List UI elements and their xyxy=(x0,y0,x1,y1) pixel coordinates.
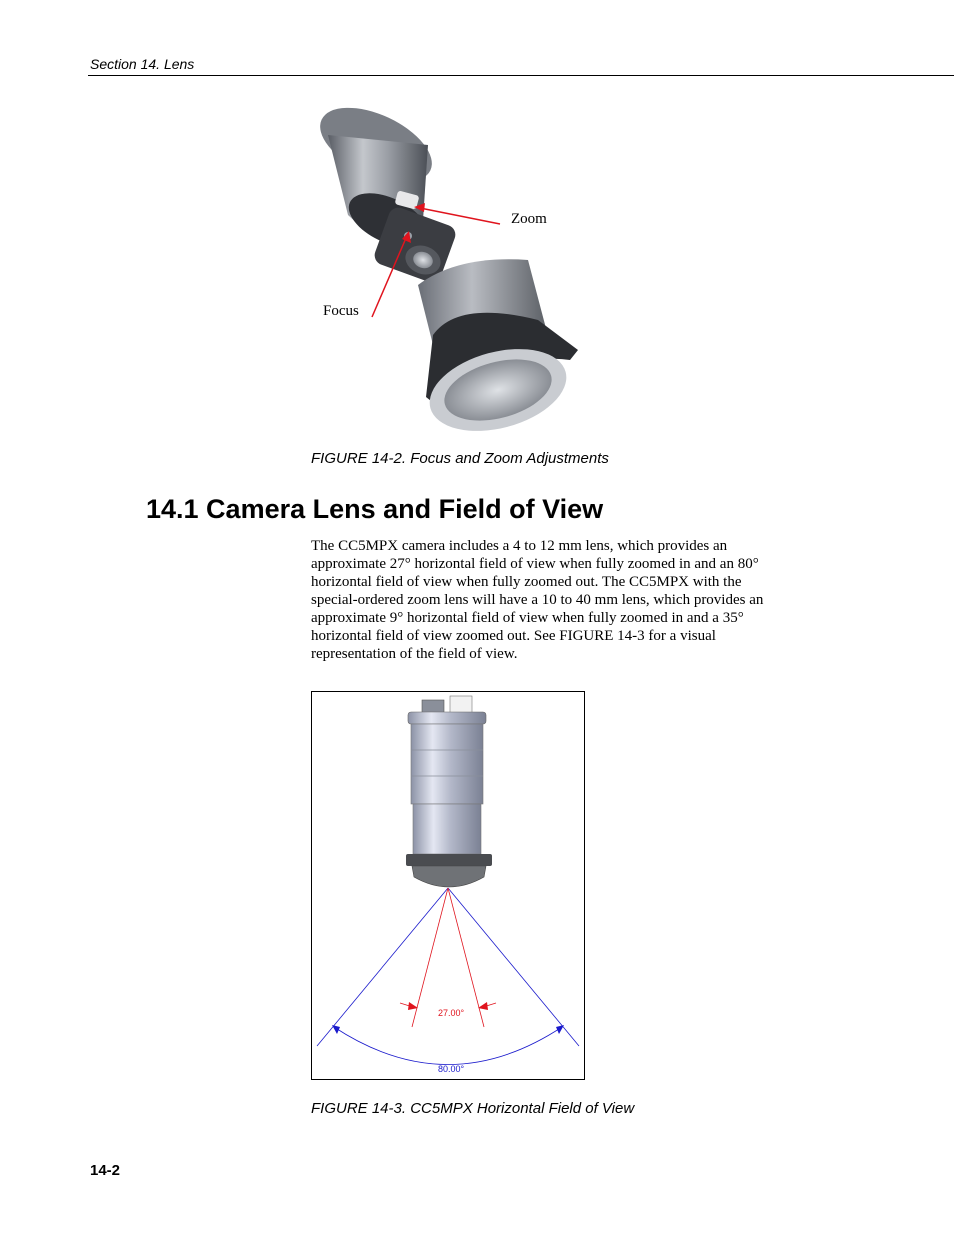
narrow-angle-label: 27.00° xyxy=(438,1008,465,1018)
focus-label: Focus xyxy=(323,303,359,319)
running-head: Section 14. Lens xyxy=(90,56,195,72)
wide-fov-line-right xyxy=(448,888,579,1046)
field-of-view-diagram xyxy=(312,692,584,1079)
wide-fov-line-left xyxy=(317,888,448,1046)
body-line: special-ordered zoom lens will have a 10 to 40 mm lens, which provides an xyxy=(311,592,764,608)
figure-14-3-diagram xyxy=(311,691,585,1080)
body-line: representation of the field of view. xyxy=(311,646,518,662)
header-rule xyxy=(88,75,954,76)
section-heading: 14.1 Camera Lens and Field of View xyxy=(146,494,604,524)
narrow-fov-line-left xyxy=(412,888,448,1027)
body-paragraph xyxy=(311,537,791,663)
body-line: horizontal field of view when fully zoomed out. The CC5MPX with the xyxy=(311,574,742,590)
figure-caption: FIGURE 14-3. CC5MPX Horizontal Field of View xyxy=(311,1100,635,1117)
body-line: horizontal field of view zoomed out. See FIGURE 14-3 for a visual xyxy=(311,628,716,644)
figure-caption: FIGURE 14-2. Focus and Zoom Adjustments xyxy=(311,450,609,467)
wide-fov-arc xyxy=(334,1027,562,1065)
figure-14-2-image xyxy=(308,105,588,435)
body-line: approximate 27° horizontal field of view when fully zoomed in and an 80° xyxy=(311,556,759,572)
body-line: approximate 9° horizontal field of view when fully zoomed in and a 35° xyxy=(311,610,744,626)
camera-exploded-illustration xyxy=(308,105,588,435)
wide-angle-label: 80.00° xyxy=(438,1064,465,1074)
body-line: The CC5MPX camera includes a 4 to 12 mm lens, which provides an xyxy=(311,538,728,554)
narrow-fov-line-right xyxy=(448,888,484,1027)
page-number: 14-2 xyxy=(90,1162,121,1179)
zoom-label: Zoom xyxy=(511,211,547,227)
